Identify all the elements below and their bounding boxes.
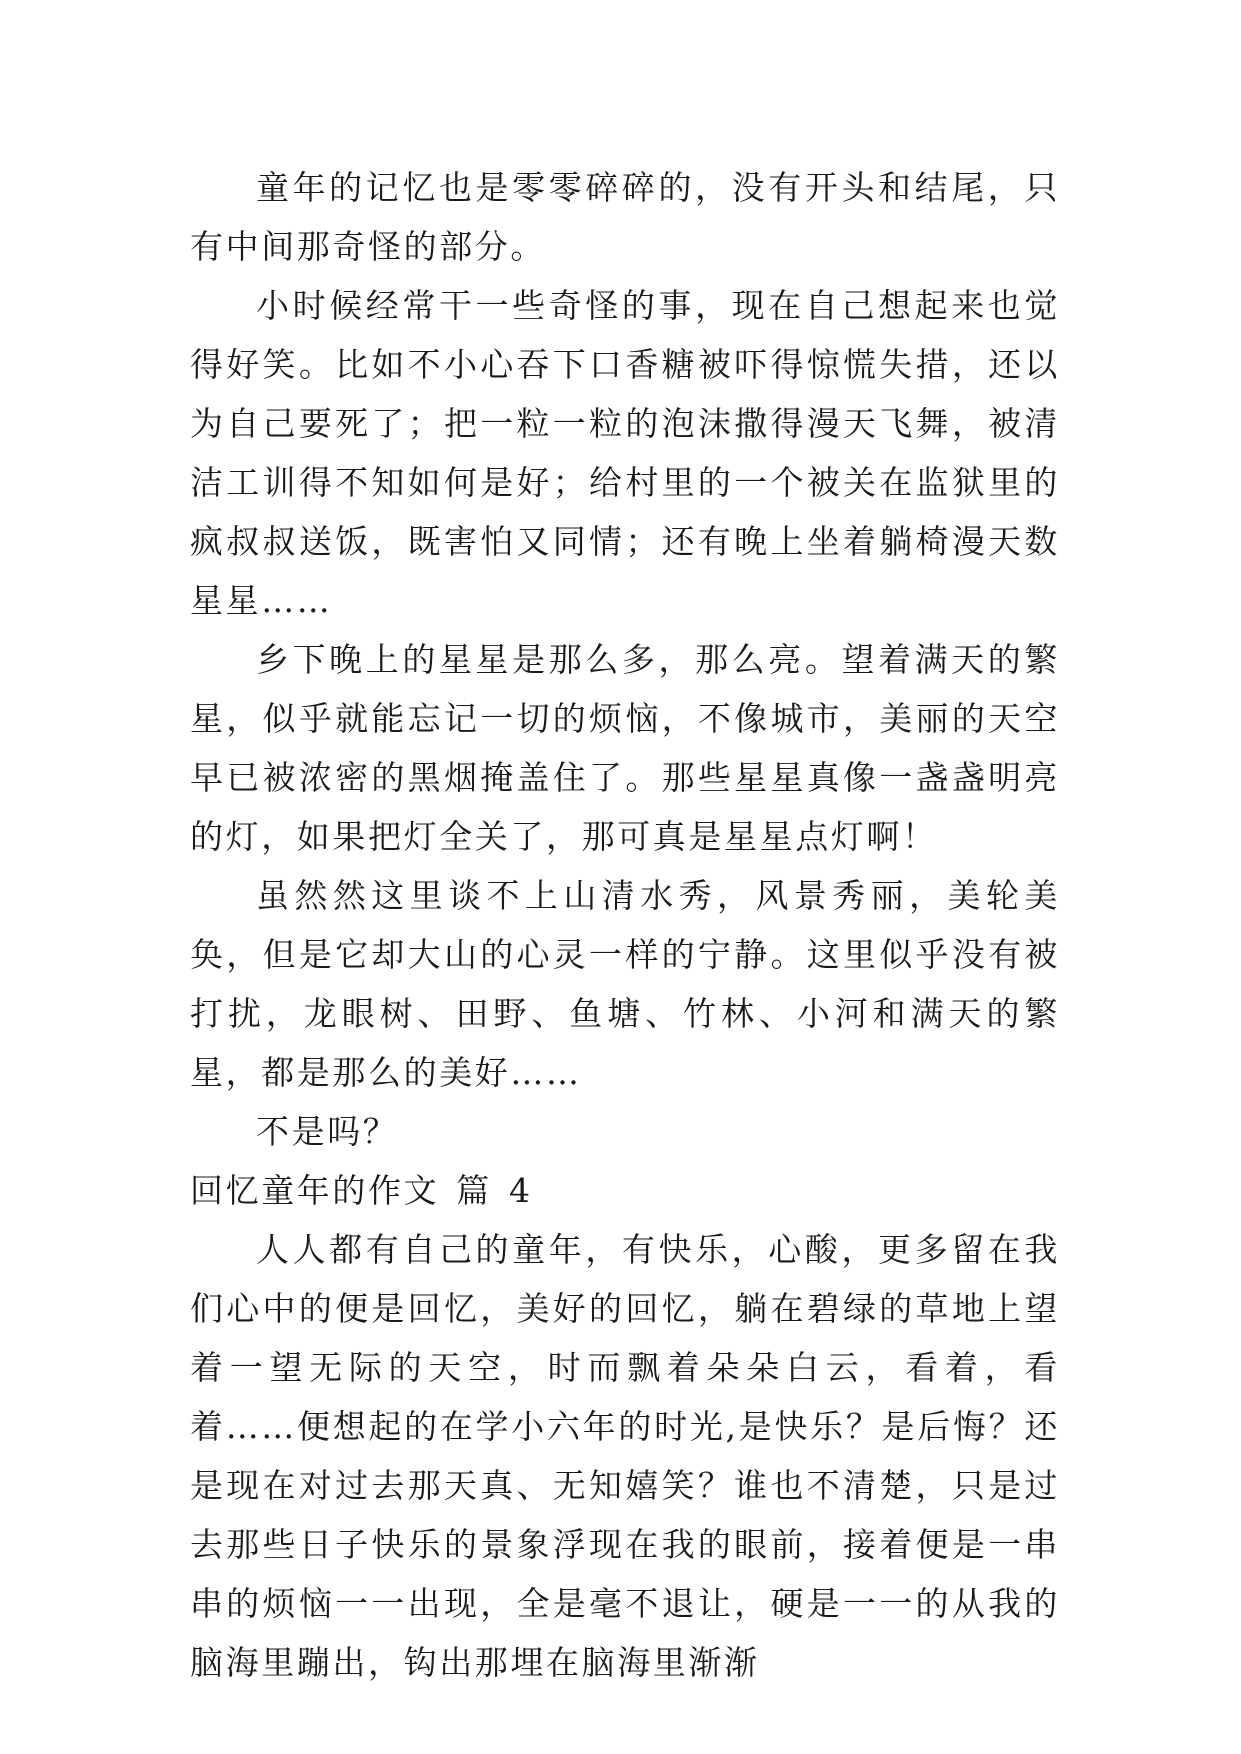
paragraph-rhetorical-question: 不是吗？ bbox=[256, 1112, 399, 1151]
document-body bbox=[190, 158, 1060, 1692]
paragraph-childhood-memory: 童年的记忆也是零零碎碎的，没有开头和结尾，只有中间那奇怪的部分。 bbox=[190, 168, 1060, 266]
paragraph-everyone-childhood: 人人都有自己的童年，有快乐，心酸，更多留在我们心中的便是回忆，美好的回忆，躺在碧绿的草地上望着一望无际的天空，时而飘着朵朵白云，看着，看着……便想起的在学小六年的时光,是快乐？是后悔？还是现在对过去那天真、无知嬉笑？谁也不清楚，只是过去那些日子快乐的景象浮现在我的眼前，接着便是一串串的烦恼一一出现，全是毫不退让，硬是一一的从我的脑海里蹦出，钩出那埋在脑海里渐渐 bbox=[190, 1230, 1060, 1682]
paragraph-countryside-stars: 乡下晚上的星星是那么多，那么亮。望着满天的繁星，似乎就能忘记一切的烦恼，不像城市，美丽的天空早已被浓密的黑烟掩盖住了。那些星星真像一盏盏明亮的灯，如果把灯全关了，那可真是星星点灯啊！ bbox=[190, 640, 1060, 856]
paragraph-strange-things: 小时候经常干一些奇怪的事，现在自己想起来也觉得好笑。比如不小心吞下口香糖被吓得惊慌失措，还以为自己要死了；把一粒一粒的泡沫撒得漫天飞舞，被清洁工训得不知如何是好；给村里的一个被关在监狱里的疯叔叔送饭，既害怕又同情；还有晚上坐着躺椅漫天数星星…… bbox=[190, 286, 1060, 620]
section-heading: 回忆童年的作文 篇 4 bbox=[190, 1171, 533, 1210]
paragraph-quiet-village: 虽然然这里谈不上山清水秀，风景秀丽，美轮美奂，但是它却大山的心灵一样的宁静。这里似乎没有被打扰，龙眼树、田野、鱼塘、竹林、小河和满天的繁星，都是那么的美好…… bbox=[190, 876, 1060, 1092]
